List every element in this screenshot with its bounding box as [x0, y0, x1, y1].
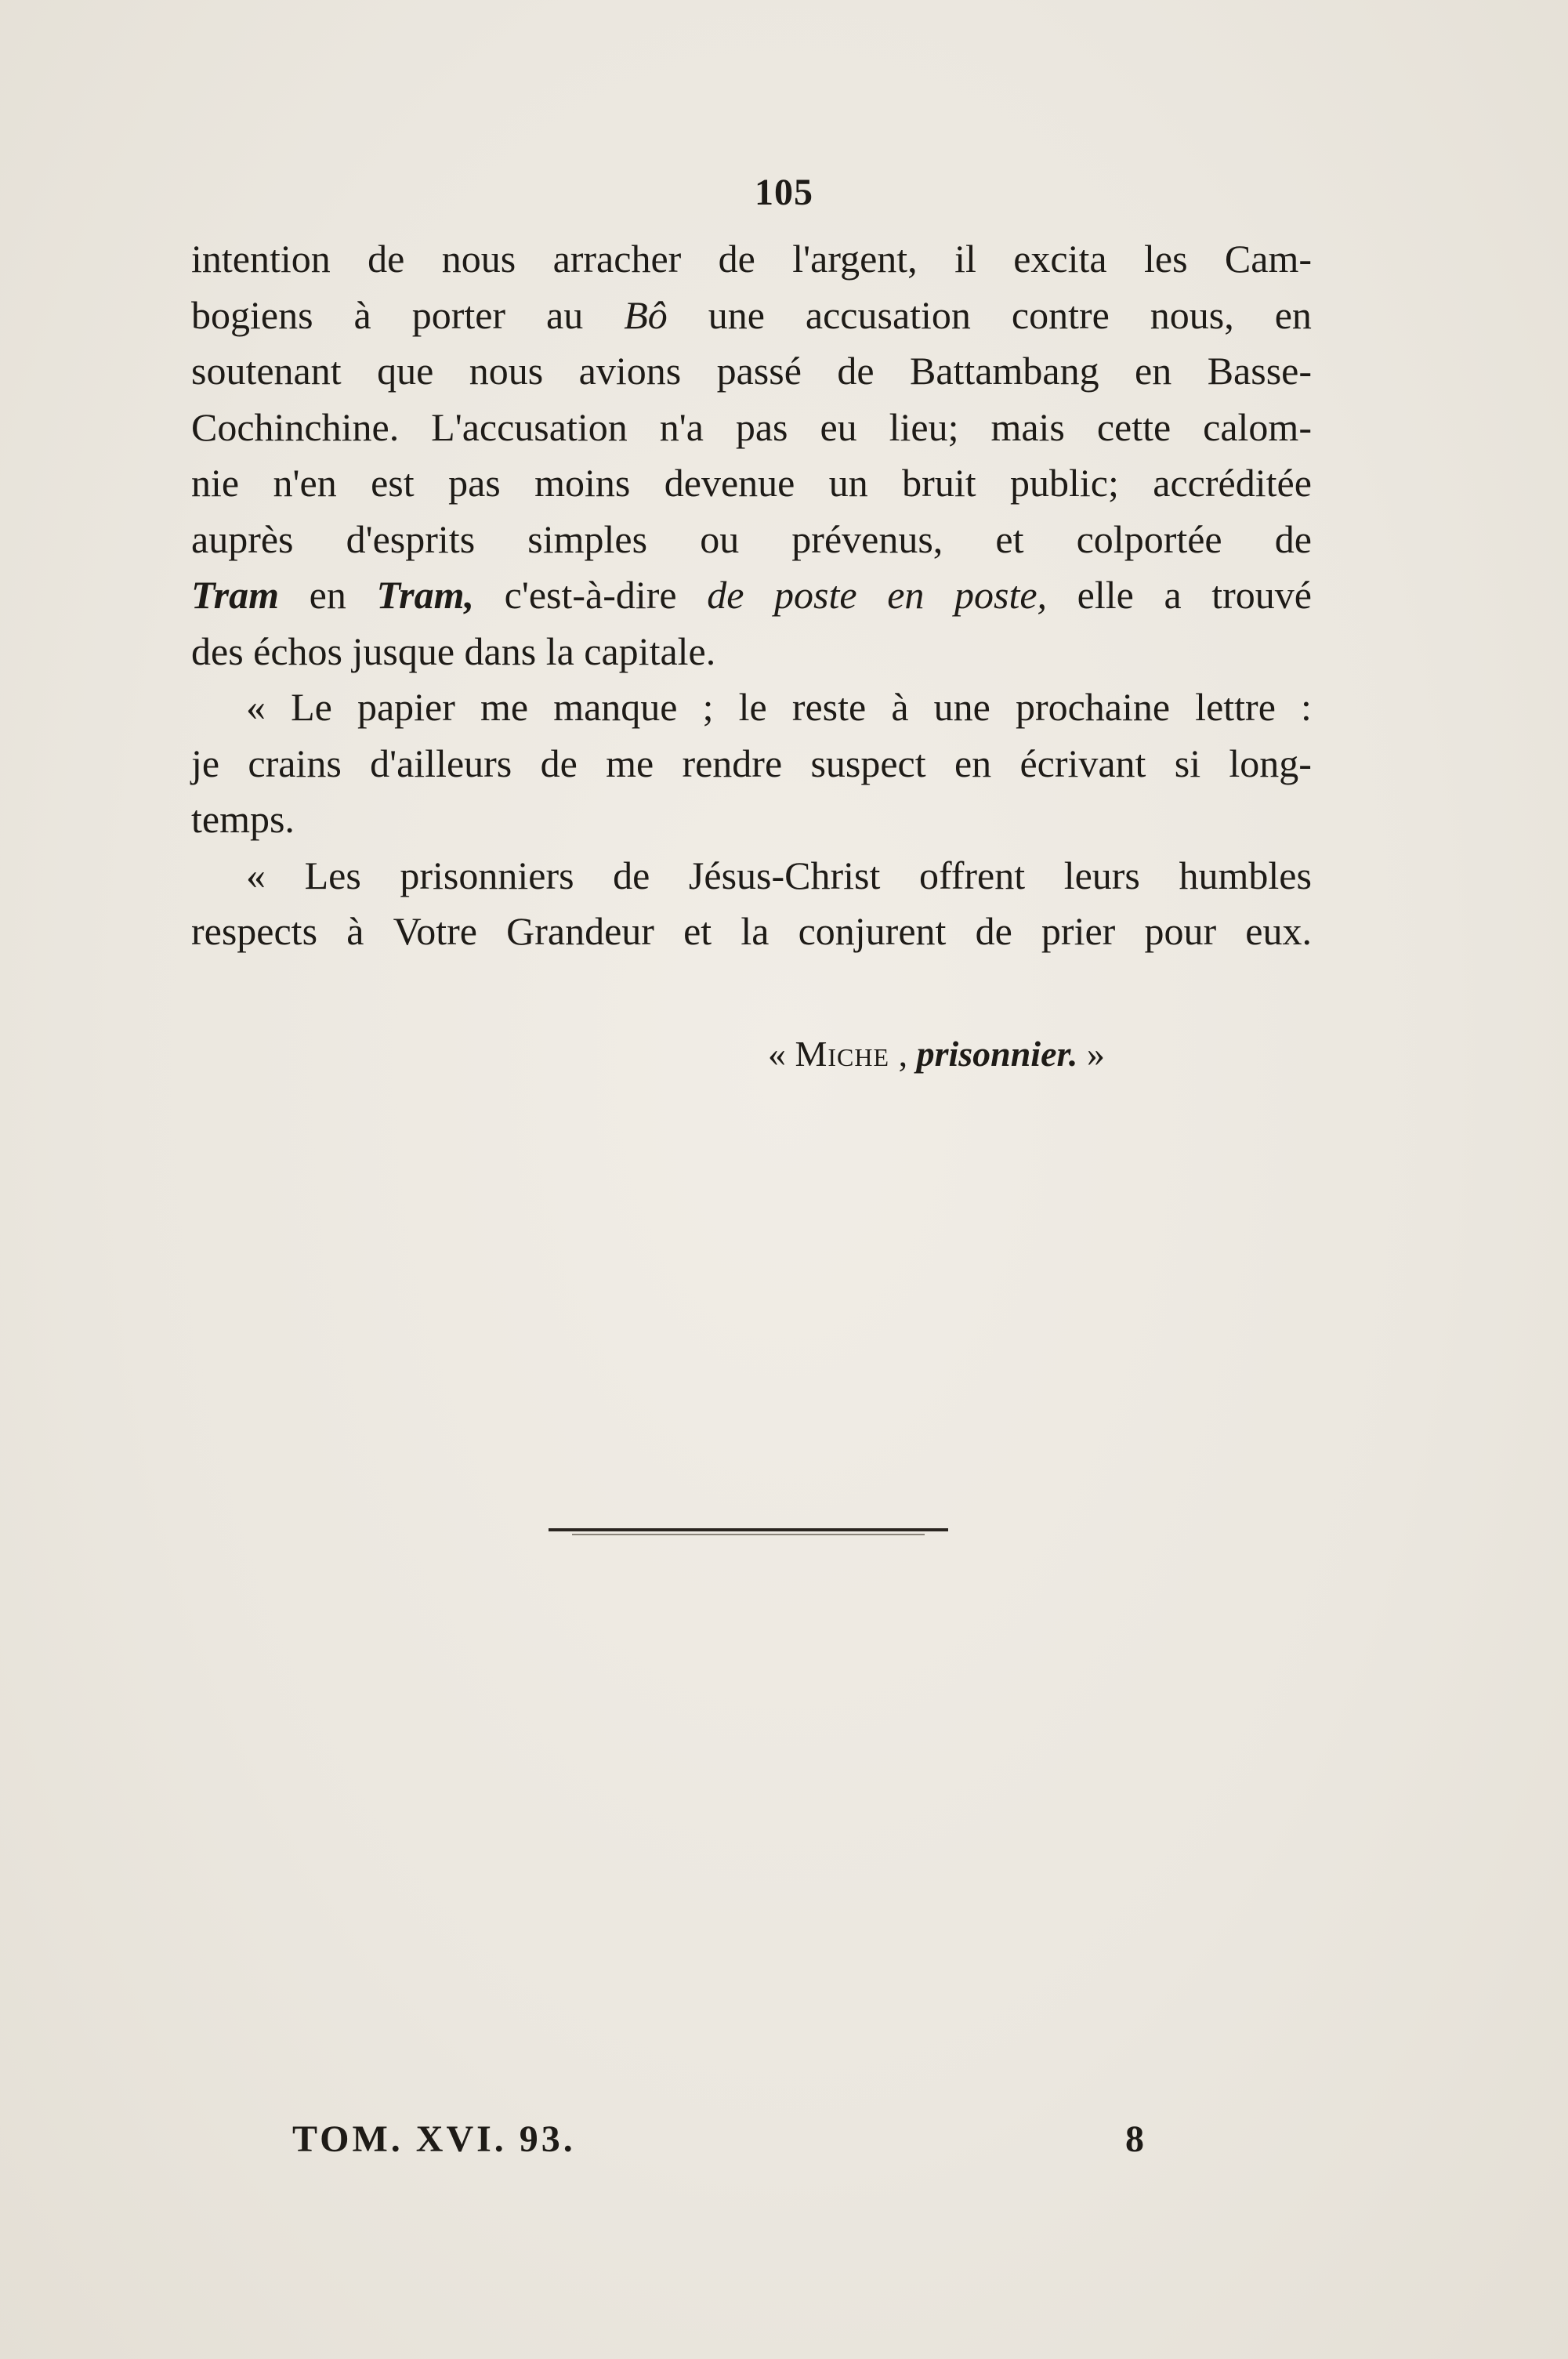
word: capitale.: [584, 629, 716, 673]
word: les: [1143, 237, 1188, 281]
word: en: [1135, 349, 1172, 393]
word: jusque: [352, 629, 465, 673]
word: intention: [191, 237, 331, 281]
text-line: [191, 567, 1312, 624]
word: accusation: [805, 292, 971, 337]
word: suspect: [810, 741, 926, 785]
word: nous: [441, 237, 516, 281]
word: de: [975, 909, 1012, 953]
signature-open-quote: «: [768, 1034, 786, 1074]
word: a: [1164, 573, 1182, 617]
word: si: [1174, 741, 1201, 785]
signature-title: prisonnier.: [916, 1034, 1078, 1074]
text-line: [191, 455, 1312, 512]
word: de: [718, 237, 755, 281]
word: Cochinchine.: [191, 404, 400, 449]
word: et: [995, 516, 1024, 561]
word: soutenant: [191, 349, 342, 393]
word: n'a: [659, 404, 704, 449]
word: prochaine: [1015, 685, 1171, 729]
word: nie: [191, 461, 240, 505]
word: la: [545, 629, 585, 673]
word: lieu;: [889, 404, 959, 449]
text-line: [191, 679, 1312, 736]
word: leurs: [1063, 853, 1140, 897]
word: manque: [553, 685, 678, 729]
word: :: [1301, 685, 1312, 729]
word: Battambang: [910, 349, 1099, 393]
word: en: [954, 741, 992, 785]
text-line: [191, 792, 1312, 848]
word: devenue: [664, 461, 795, 505]
word: écrivant: [1019, 741, 1146, 785]
word: prier: [1041, 909, 1116, 953]
word: nous,: [1150, 292, 1234, 337]
word: pour: [1144, 909, 1217, 953]
word: moins: [534, 461, 631, 505]
word: d'esprits: [346, 516, 476, 561]
page-number: 105: [755, 172, 813, 213]
word: arracher: [552, 237, 682, 281]
word: pas: [448, 461, 501, 505]
word: lettre: [1195, 685, 1276, 729]
word: me: [480, 685, 529, 729]
word: bruit: [902, 461, 976, 505]
word: est: [371, 461, 415, 505]
word: «: [246, 853, 266, 897]
word: calom-: [1203, 404, 1312, 449]
word: de: [368, 237, 405, 281]
word: Bô: [624, 292, 668, 337]
word: échos: [253, 629, 353, 673]
word: eu: [820, 404, 857, 449]
word: Grandeur: [506, 909, 654, 953]
text-line: [191, 624, 1312, 680]
word: l'argent,: [792, 237, 918, 281]
word: humbles: [1179, 853, 1312, 897]
word: au: [546, 292, 584, 337]
word: à: [346, 909, 364, 953]
letter-signature: [768, 1033, 1105, 1074]
word: Tram: [191, 573, 280, 617]
word: en: [1274, 292, 1312, 337]
word: Les: [304, 853, 361, 897]
word: de: [707, 573, 744, 617]
word: des: [191, 629, 254, 673]
word: il: [954, 237, 976, 281]
word: de: [1274, 516, 1312, 561]
word: reste: [791, 685, 867, 729]
body-text: [191, 231, 1312, 960]
word: auprès: [191, 516, 294, 561]
word: porter: [411, 292, 506, 337]
word: Tram,: [376, 573, 475, 617]
signature-close-quote: »: [1086, 1034, 1105, 1074]
word: conjurent: [798, 909, 947, 953]
word: Cam-: [1224, 237, 1312, 281]
word: la: [741, 909, 770, 953]
word: je: [191, 741, 220, 785]
word: poste: [774, 573, 857, 617]
word: elle: [1077, 573, 1134, 617]
word: à: [891, 685, 909, 729]
text-line: [191, 400, 1312, 456]
word: en: [887, 573, 925, 617]
word: «: [246, 685, 266, 729]
word: ;: [702, 685, 714, 729]
word: crains: [248, 741, 342, 785]
signature-separator: ,: [898, 1034, 908, 1074]
word: de: [837, 349, 875, 393]
section-divider: [549, 1528, 948, 1531]
word: dans: [464, 629, 546, 673]
word: poste,: [954, 573, 1048, 617]
word: trouvé: [1211, 573, 1312, 617]
word: et: [683, 909, 712, 953]
word: nous: [469, 349, 544, 393]
word: cette: [1096, 404, 1171, 449]
word: prisonniers: [400, 853, 574, 897]
sheet-number: 8: [1125, 2118, 1144, 2160]
word: une: [933, 685, 990, 729]
word: le: [738, 685, 767, 729]
word: respects: [191, 909, 318, 953]
word: c'est-à-dire: [504, 573, 677, 617]
word: mais: [990, 404, 1065, 449]
word: offrent: [918, 853, 1026, 897]
word: à: [353, 292, 371, 337]
text-line: [191, 231, 1312, 288]
word: d'ailleurs: [370, 741, 512, 785]
word: bogiens: [191, 292, 313, 337]
word: en: [309, 573, 346, 617]
word: avions: [578, 349, 682, 393]
word: excita: [1013, 237, 1107, 281]
signature-name: Miche: [795, 1034, 890, 1074]
word: colportée: [1076, 516, 1222, 561]
word: L'accusation: [431, 404, 628, 449]
word: Le: [291, 685, 332, 729]
text-line: [191, 904, 1312, 960]
word: me: [606, 741, 654, 785]
word: long-: [1229, 741, 1312, 785]
word: que: [377, 349, 434, 393]
word: rendre: [682, 741, 783, 785]
word: passé: [716, 349, 802, 393]
word: une: [708, 292, 765, 337]
text-line: [191, 848, 1312, 904]
signature-mark: TOM. XVI. 93.: [292, 2118, 576, 2160]
text-line: [191, 343, 1312, 400]
text-line: [191, 512, 1312, 568]
text-line: [191, 288, 1312, 344]
word: Jésus-Christ: [688, 853, 881, 897]
word: accréditée: [1153, 461, 1312, 505]
word: pas: [735, 404, 788, 449]
word: contre: [1011, 292, 1110, 337]
word: de: [613, 853, 650, 897]
word: prévenus,: [791, 516, 943, 561]
word: un: [828, 461, 868, 505]
word: n'en: [273, 461, 337, 505]
text-line: [191, 736, 1312, 792]
word: public;: [1010, 461, 1119, 505]
word: ou: [700, 516, 740, 561]
word: papier: [357, 685, 455, 729]
word: Votre: [393, 909, 477, 953]
word: eux.: [1245, 909, 1312, 953]
word: simples: [527, 516, 648, 561]
word: de: [540, 741, 578, 785]
word: Basse-: [1207, 349, 1312, 393]
word: temps.: [191, 797, 295, 841]
